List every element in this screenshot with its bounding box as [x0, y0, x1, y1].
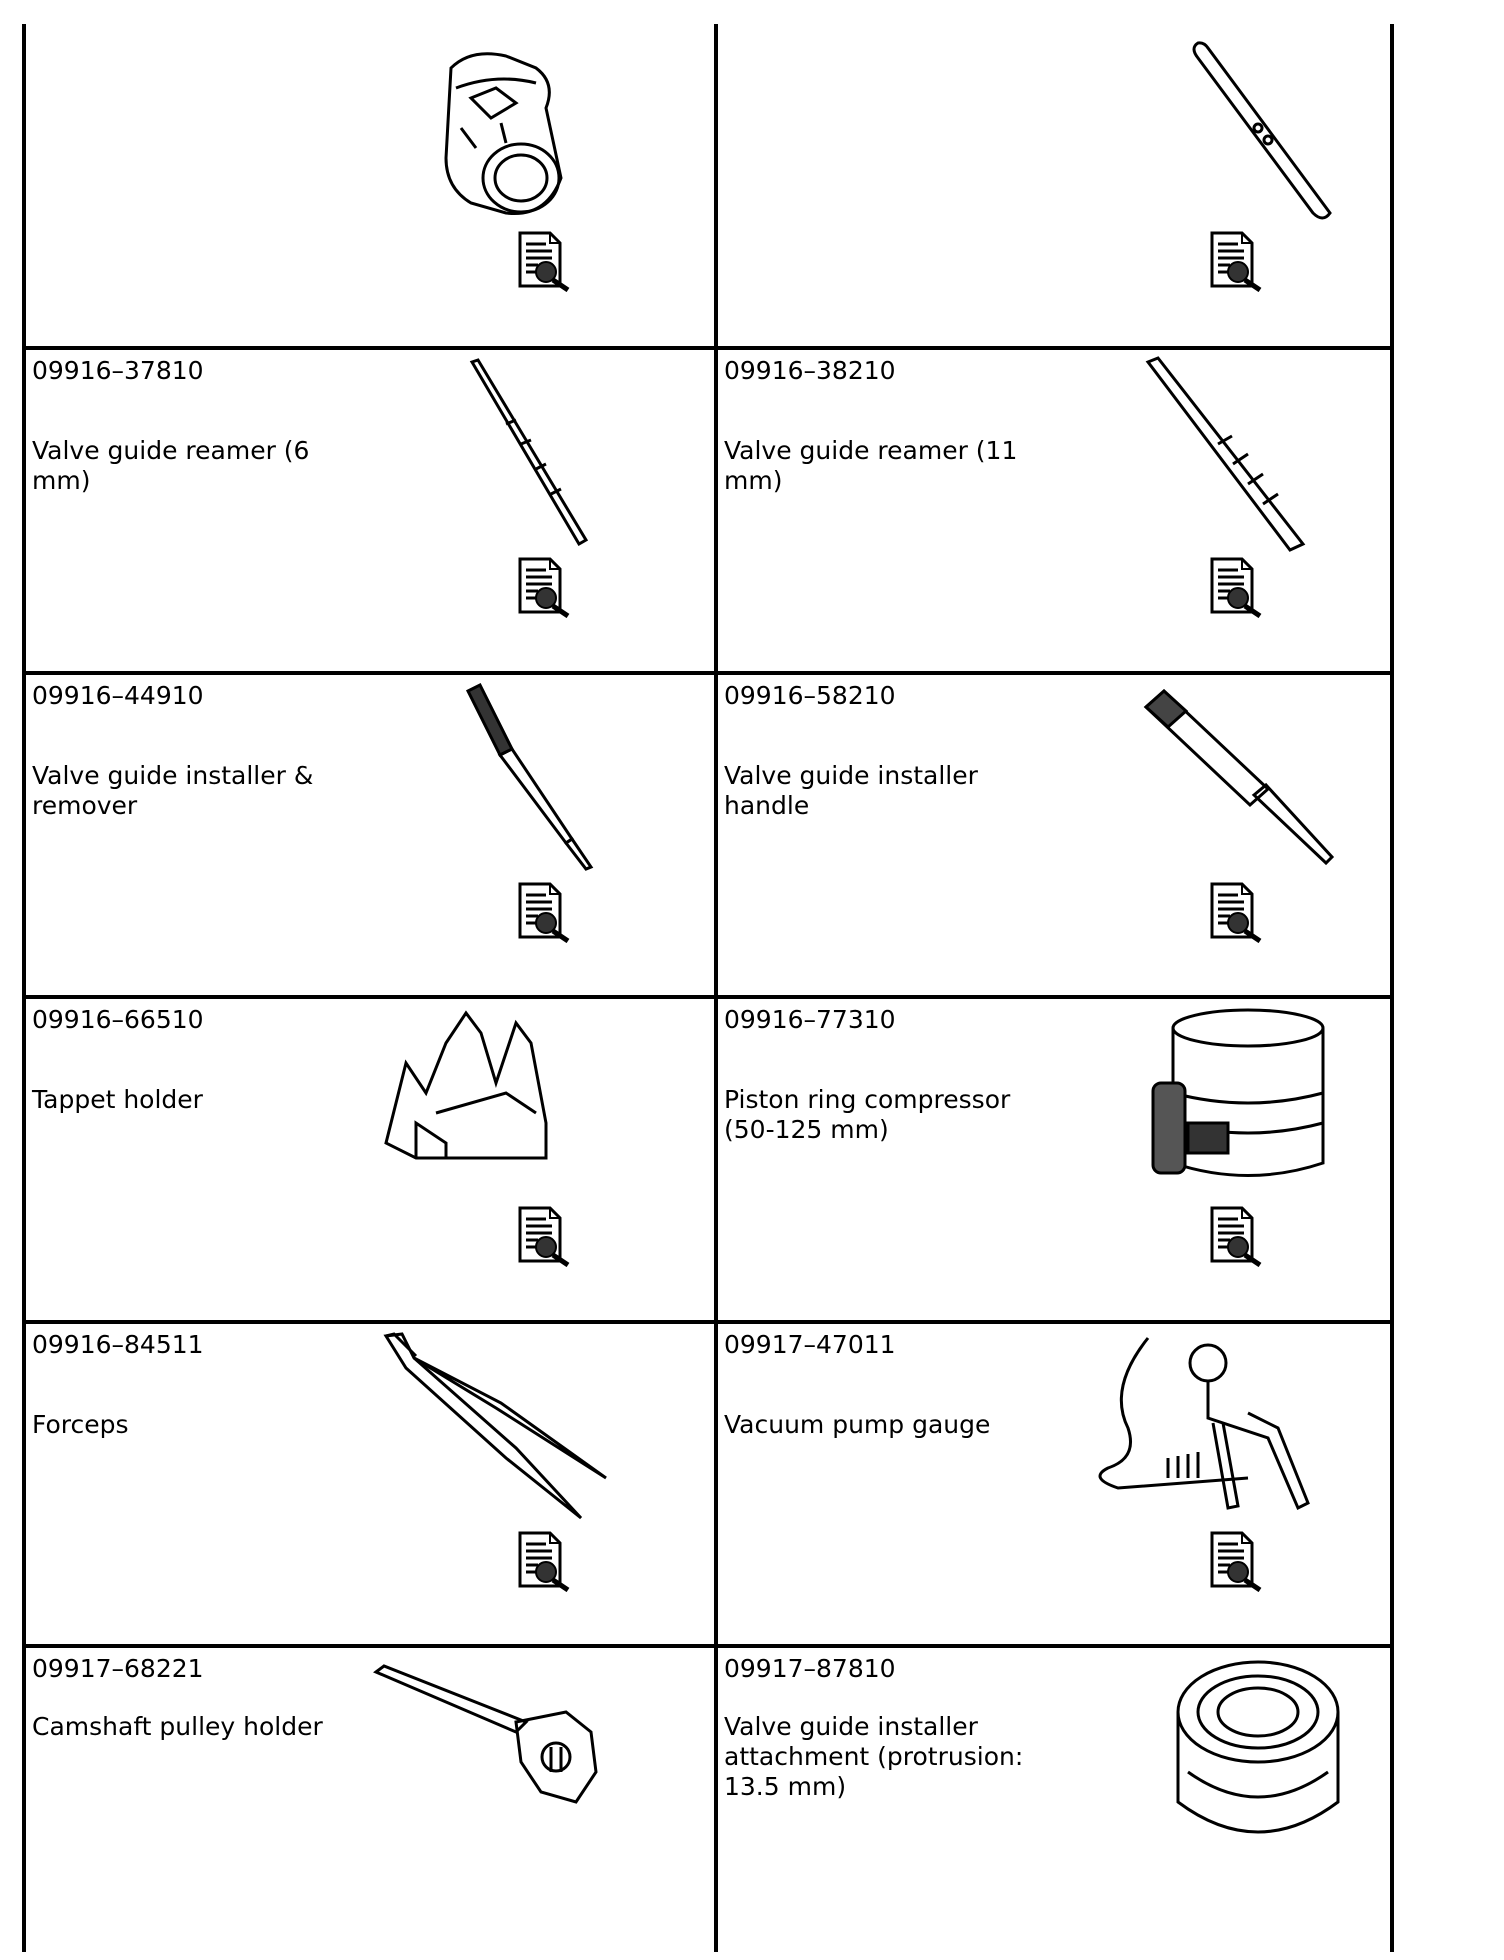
installer-attachment-icon — [1068, 1652, 1368, 1872]
document-search-icon[interactable] — [1208, 230, 1266, 292]
tool-code: 09917–47011 — [724, 1330, 896, 1359]
document-search-icon[interactable] — [516, 556, 574, 618]
piston-ring-compressor-icon — [1068, 1003, 1368, 1223]
tool-cell — [26, 1324, 714, 1644]
vacuum-pump-gauge-icon — [1068, 1328, 1368, 1548]
tool-name: Valve guide reamer (6 mm) — [32, 436, 310, 495]
tool-code: 09916–66510 — [32, 1005, 204, 1034]
tool-cell — [718, 999, 1390, 1320]
tool-cell — [26, 1648, 714, 1948]
table-border-right — [1390, 24, 1394, 1952]
tool-name: Camshaft pulley holder — [32, 1712, 323, 1741]
tool-code: 09916–37810 — [32, 356, 204, 385]
document-search-icon[interactable] — [516, 230, 574, 292]
document-search-icon[interactable] — [1208, 1530, 1266, 1592]
reamer-icon — [1068, 354, 1368, 574]
tool-cell — [718, 350, 1390, 671]
tool-code: 09916–84511 — [32, 1330, 204, 1359]
flat-bar-tool-icon — [1068, 28, 1368, 248]
document-search-icon[interactable] — [516, 881, 574, 943]
reamer-icon — [376, 354, 676, 574]
installer-remover-icon — [376, 679, 676, 899]
document-search-icon[interactable] — [1208, 881, 1266, 943]
tool-cell — [718, 675, 1390, 995]
tool-cell — [26, 24, 714, 346]
tool-cell — [26, 675, 714, 995]
tool-name: Piston ring compressor (50-125 mm) — [724, 1085, 1011, 1144]
installer-handle-icon — [1068, 679, 1368, 899]
tool-code: 09916–77310 — [724, 1005, 896, 1034]
tool-name: Valve guide installer attachment (protrusion: 13.5 mm) — [724, 1712, 1024, 1801]
tool-cell — [26, 350, 714, 671]
tool-cell — [718, 1324, 1390, 1644]
tool-name: Valve guide installer handle — [724, 761, 978, 820]
tool-code: 09917–68221 — [32, 1654, 204, 1683]
camshaft-pulley-holder-icon — [366, 1652, 666, 1872]
tool-code: 09916–44910 — [32, 681, 204, 710]
document-search-icon[interactable] — [516, 1205, 574, 1267]
tappet-holder-icon — [376, 1003, 676, 1223]
tool-name: Valve guide installer & remover — [32, 761, 314, 820]
document-search-icon[interactable] — [516, 1530, 574, 1592]
forceps-icon — [376, 1328, 676, 1548]
tool-cell — [718, 1648, 1390, 1948]
tool-name: Forceps — [32, 1410, 129, 1439]
cylindrical-sleeve-tool-icon — [376, 28, 676, 248]
tool-cell — [26, 999, 714, 1320]
tool-name: Vacuum pump gauge — [724, 1410, 991, 1439]
document-search-icon[interactable] — [1208, 556, 1266, 618]
document-search-icon[interactable] — [1208, 1205, 1266, 1267]
tool-name: Tappet holder — [32, 1085, 203, 1114]
tool-code: 09916–38210 — [724, 356, 896, 385]
tool-code: 09916–58210 — [724, 681, 896, 710]
tool-code: 09917–87810 — [724, 1654, 896, 1683]
tool-name: Valve guide reamer (11 mm) — [724, 436, 1018, 495]
tool-cell — [718, 24, 1390, 346]
